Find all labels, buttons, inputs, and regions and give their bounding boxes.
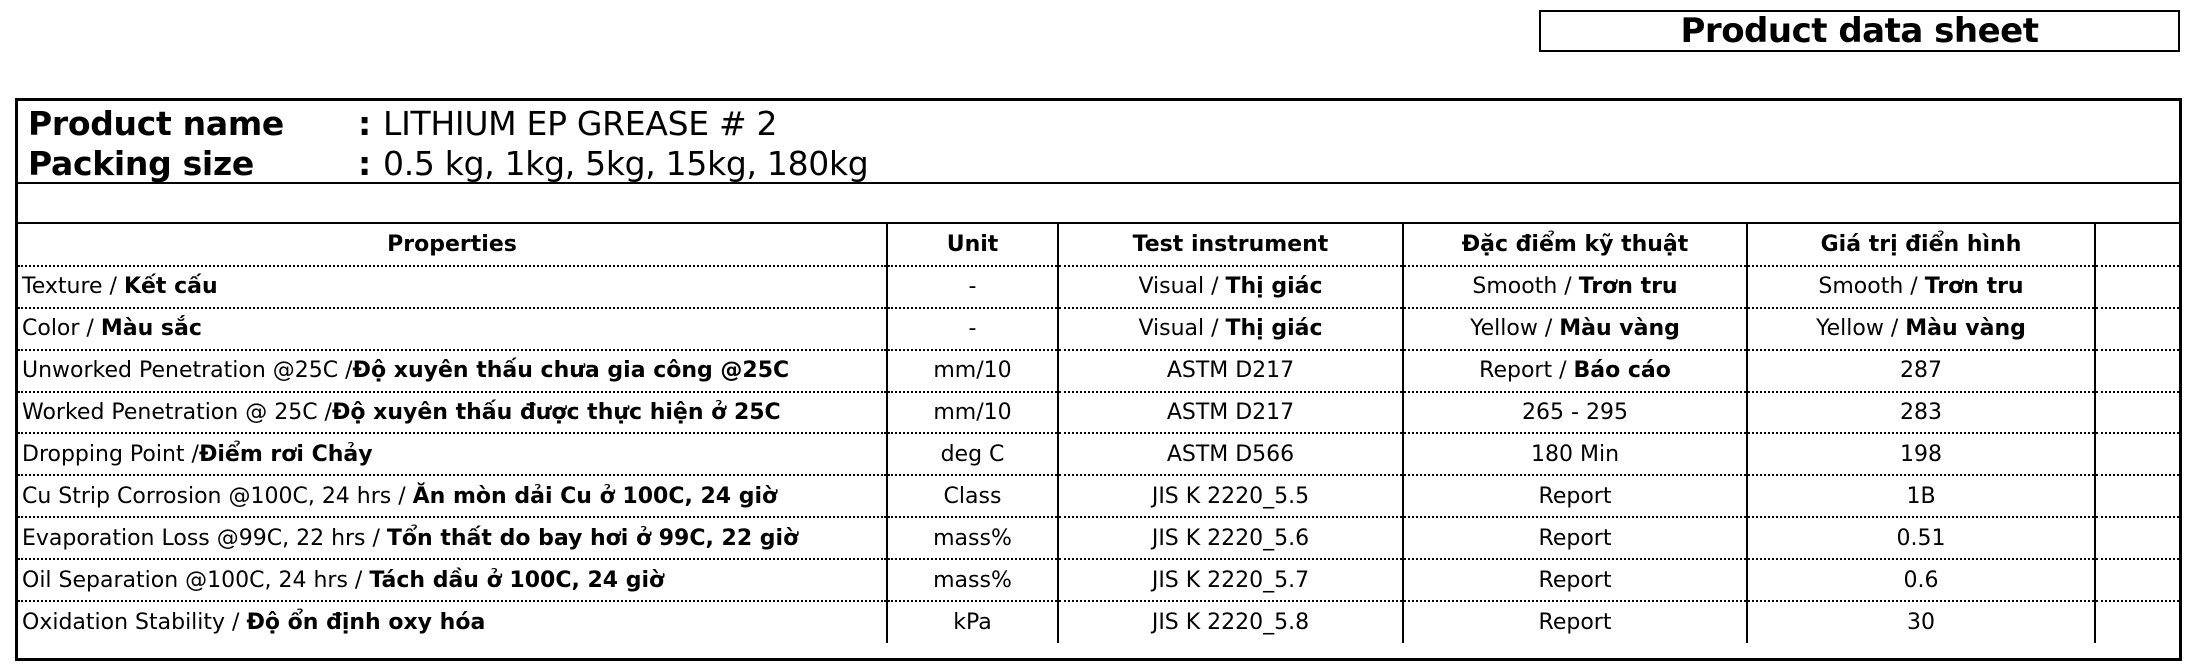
- cell-extra: [2095, 392, 2179, 434]
- properties-table: [18, 224, 2179, 643]
- cell-test-instrument: [1058, 517, 1403, 559]
- product-info-block: [18, 101, 2179, 184]
- cell-test-instrument: [1058, 308, 1403, 350]
- cell-spec: [1403, 392, 1747, 434]
- cell-extra: [2095, 601, 2179, 643]
- cell-typical-text: 198: [1900, 441, 1942, 467]
- cell-typical: [1747, 308, 2095, 350]
- cell-typical: [1747, 433, 2095, 475]
- cell-spec-text: Report: [1538, 483, 1612, 509]
- packing-size-value: 0.5 kg, 1kg, 5kg, 15kg, 180kg: [383, 143, 869, 183]
- cell-typical: [1747, 475, 2095, 517]
- cell-unit-text: deg C: [940, 441, 1005, 467]
- cell-typical-text: 287: [1900, 358, 1942, 384]
- packing-size-label: Packing size: [28, 143, 254, 183]
- cell-property: [18, 266, 887, 308]
- cell-test-instrument-text: JIS K 2220_5.6: [1151, 525, 1310, 551]
- cell-spec: [1403, 308, 1747, 350]
- cell-property-text: Unworked Penetration @25C /: [22, 358, 353, 384]
- product-name-line: [28, 103, 777, 143]
- cell-extra: [2095, 308, 2179, 350]
- cell-unit-text: mass%: [933, 525, 1012, 551]
- product-name-label: Product name: [28, 103, 285, 143]
- cell-property-text: Dropping Point /: [22, 441, 199, 467]
- cell-typical-text: 0.6: [1903, 567, 1939, 593]
- cell-test-instrument: [1058, 475, 1403, 517]
- cell-test-instrument-text: ASTM D566: [1166, 441, 1295, 467]
- cell-spec-text: 265 - 295: [1522, 400, 1628, 425]
- cell-typical-text: Smooth /: [1818, 274, 1925, 300]
- product-sheet: [15, 98, 2182, 661]
- cell-spec: [1403, 266, 1747, 308]
- cell-typical: [1747, 350, 2095, 392]
- cell-test-instrument-text: Visual /: [1138, 274, 1226, 300]
- cell-unit: [887, 266, 1058, 308]
- cell-spec: [1403, 350, 1747, 392]
- cell-spec-vi-text: Trơn tru: [1578, 274, 1678, 300]
- cell-unit: [887, 308, 1058, 350]
- cell-property-text: Cu Strip Corrosion @100C, 24 hrs /: [22, 483, 413, 509]
- table-row: [18, 308, 2179, 350]
- cell-extra: [2095, 475, 2179, 517]
- blank-row: [18, 184, 2179, 224]
- cell-test-instrument-text: ASTM D217: [1166, 400, 1295, 425]
- cell-unit-text: mm/10: [933, 358, 1012, 384]
- cell-test-instrument: [1058, 266, 1403, 308]
- cell-property: [18, 350, 887, 392]
- cell-test-instrument-vi-text: Thị giác: [1225, 274, 1323, 300]
- header-test-instrument: Test instrument: [1058, 224, 1403, 266]
- cell-spec: [1403, 475, 1747, 517]
- cell-typical-text: 283: [1900, 400, 1942, 425]
- cell-test-instrument: [1058, 392, 1403, 434]
- cell-spec: [1403, 433, 1747, 475]
- cell-unit-text: mm/10: [933, 400, 1012, 425]
- cell-property-vi-text: Ăn mòn dải Cu ở 100C, 24 giờ: [412, 483, 778, 509]
- cell-test-instrument-text: JIS K 2220_5.5: [1151, 483, 1310, 509]
- header-unit: Unit: [887, 224, 1058, 266]
- cell-property-vi-text: Màu sắc: [100, 316, 202, 342]
- cell-unit: [887, 475, 1058, 517]
- cell-property-vi-text: Tổn thất do bay hơi ở 99C, 22 giờ: [386, 525, 799, 551]
- table-row: [18, 475, 2179, 517]
- cell-property: [18, 308, 887, 350]
- header-extra: [2095, 224, 2179, 266]
- product-name-value: LITHIUM EP GREASE # 2: [383, 103, 778, 143]
- header-typical: Giá trị điển hình: [1747, 224, 2095, 266]
- cell-typical-text: 0.51: [1896, 525, 1946, 551]
- cell-spec-text: Report: [1538, 567, 1612, 593]
- cell-extra: [2095, 517, 2179, 559]
- cell-spec-vi-text: Màu vàng: [1559, 316, 1680, 342]
- table-row: [18, 559, 2179, 601]
- cell-extra: [2095, 266, 2179, 308]
- cell-spec: [1403, 601, 1747, 643]
- cell-typical: [1747, 559, 2095, 601]
- cell-unit: [887, 517, 1058, 559]
- cell-spec: [1403, 559, 1747, 601]
- cell-test-instrument: [1058, 601, 1403, 643]
- table-body: [18, 266, 2179, 643]
- cell-typical: [1747, 266, 2095, 308]
- cell-property-vi-text: Độ xuyên thấu được thực hiện ở 25C: [331, 400, 781, 425]
- cell-unit: [887, 559, 1058, 601]
- cell-unit-text: Class: [943, 483, 1002, 509]
- cell-extra: [2095, 559, 2179, 601]
- cell-unit: [887, 350, 1058, 392]
- cell-typical-vi-text: Màu vàng: [1905, 316, 2026, 342]
- cell-extra: [2095, 433, 2179, 475]
- table-row: [18, 517, 2179, 559]
- cell-property-vi-text: Độ ổn định oxy hóa: [246, 609, 486, 635]
- cell-property-text: Worked Penetration @ 25C /: [22, 400, 332, 425]
- cell-test-instrument: [1058, 350, 1403, 392]
- cell-unit: [887, 433, 1058, 475]
- table-row: [18, 601, 2179, 643]
- cell-unit-text: mass%: [933, 567, 1012, 593]
- cell-property-text: Color /: [22, 316, 101, 342]
- header-properties: Properties: [18, 224, 887, 266]
- cell-typical-text: 1B: [1906, 483, 1936, 509]
- cell-unit-text: kPa: [953, 609, 992, 635]
- cell-property-vi-text: Điểm rơi Chảy: [198, 441, 373, 467]
- cell-property-vi-text: Tách dầu ở 100C, 24 giờ: [369, 567, 665, 593]
- cell-property-vi-text: Độ xuyên thấu chưa gia công @25C: [352, 358, 790, 384]
- table-header-row: [18, 224, 2179, 266]
- cell-spec-text: Report /: [1479, 358, 1574, 384]
- cell-typical-text: 30: [1907, 609, 1935, 635]
- cell-spec: [1403, 517, 1747, 559]
- cell-test-instrument: [1058, 559, 1403, 601]
- header-spec: Đặc điểm kỹ thuật: [1403, 224, 1747, 266]
- cell-property: [18, 559, 887, 601]
- cell-typical: [1747, 517, 2095, 559]
- cell-property: [18, 601, 887, 643]
- cell-test-instrument-text: JIS K 2220_5.7: [1151, 567, 1310, 593]
- page-title: Product data sheet: [1539, 10, 2180, 52]
- cell-property: [18, 517, 887, 559]
- cell-unit-text: -: [968, 316, 977, 342]
- cell-typical-vi-text: Trơn tru: [1924, 274, 2024, 300]
- cell-extra: [2095, 350, 2179, 392]
- cell-typical: [1747, 601, 2095, 643]
- cell-property: [18, 475, 887, 517]
- cell-spec-text: Report: [1538, 525, 1612, 551]
- cell-property-vi-text: Kết cấu: [123, 274, 218, 300]
- cell-spec-vi-text: Báo cáo: [1573, 358, 1671, 384]
- cell-unit-text: -: [968, 274, 977, 300]
- cell-test-instrument: [1058, 433, 1403, 475]
- table-row: [18, 266, 2179, 308]
- cell-unit: [887, 392, 1058, 434]
- cell-property: [18, 392, 887, 434]
- table-row: [18, 433, 2179, 475]
- cell-test-instrument-text: Visual /: [1138, 316, 1226, 342]
- cell-property-text: Oxidation Stability /: [22, 609, 247, 635]
- cell-test-instrument-vi-text: Thị giác: [1225, 316, 1323, 342]
- cell-test-instrument-text: ASTM D217: [1166, 358, 1295, 384]
- cell-typical: [1747, 392, 2095, 434]
- cell-property-text: Oil Separation @100C, 24 hrs /: [22, 567, 370, 593]
- product-name-colon: :: [358, 103, 371, 143]
- cell-property: [18, 433, 887, 475]
- table-row: [18, 392, 2179, 434]
- cell-property-text: Texture /: [22, 274, 124, 300]
- cell-spec-text: Report: [1538, 609, 1612, 635]
- table-row: [18, 350, 2179, 392]
- cell-spec-text: 180 Min: [1530, 441, 1620, 467]
- cell-spec-text: Smooth /: [1472, 274, 1579, 300]
- packing-size-colon: :: [358, 143, 371, 183]
- cell-typical-text: Yellow /: [1816, 316, 1906, 342]
- cell-property-text: Evaporation Loss @99C, 22 hrs /: [22, 525, 387, 551]
- cell-test-instrument-text: JIS K 2220_5.8: [1151, 609, 1310, 635]
- packing-size-line: [28, 143, 868, 183]
- cell-spec-text: Yellow /: [1470, 316, 1560, 342]
- cell-unit: [887, 601, 1058, 643]
